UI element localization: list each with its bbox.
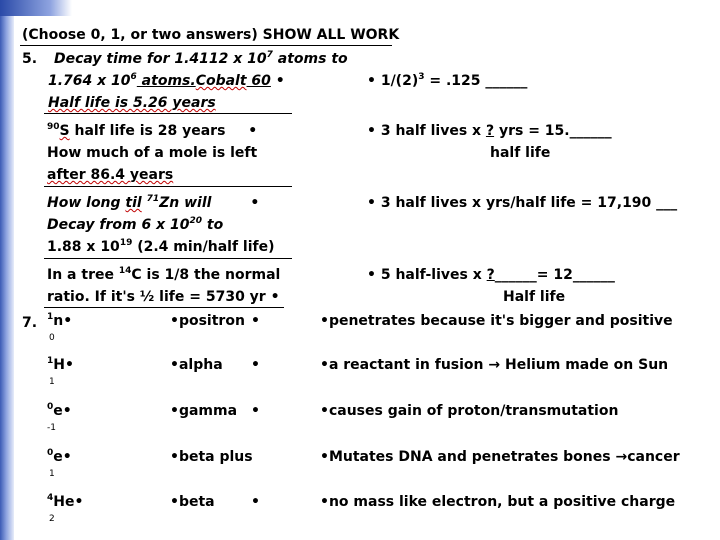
item2-line1: $^{90}$S half life is 28 years • xyxy=(47,122,258,139)
radiation-type: •positron xyxy=(170,313,245,329)
item1-answer: • $1/(2)^3 = .125$ ______ xyxy=(367,72,528,89)
radiation-type: •alpha xyxy=(170,357,223,373)
item1-divider xyxy=(44,113,292,114)
nuclide-symbol: $^1$H• xyxy=(47,356,74,373)
item4-line2: ratio. If it's ½ life = 5730 yr • xyxy=(47,289,280,305)
item1-line1: Decay time for 1.4112 x $10^7$ atoms to xyxy=(54,50,348,67)
item4-answer: • 5 half-lives x ?______= 12______ xyxy=(367,267,615,283)
nuclide-symbol: $^0$e• xyxy=(47,402,72,419)
nuclide-atomic-number: -1 xyxy=(47,423,56,433)
item2-line3: after 86.4 years xyxy=(47,167,174,183)
type-bullet: • xyxy=(251,313,260,329)
header-underline xyxy=(20,45,392,46)
instruction-heading xyxy=(22,27,399,43)
type-bullet: • xyxy=(251,403,260,419)
instruction-text: (Choose 0, 1, or two answers) SHOW ALL WORK xyxy=(22,27,400,43)
question-7-number: 7. xyxy=(22,315,38,331)
radiation-type: •beta xyxy=(170,494,215,510)
nuclide-atomic-number: 2 xyxy=(49,514,55,524)
nuclide-symbol: $^1$n• xyxy=(47,312,73,329)
type-bullet: • xyxy=(251,494,260,510)
radiation-description: •penetrates because it's bigger and positive xyxy=(320,313,673,329)
slide-top-left-banner xyxy=(0,0,72,16)
nuclide-atomic-number: 0 xyxy=(49,333,55,343)
radiation-type: •beta plus xyxy=(170,449,253,465)
radiation-description: •Mutates DNA and penetrates bones →cancer xyxy=(320,449,680,465)
item4-line1: In a tree $^{14}$C is 1/8 the normal xyxy=(47,266,281,283)
item3-answer: • 3 half lives x yrs/half life = 17,190 ___ xyxy=(367,195,678,211)
item3-line2: Decay from 6 x $10^{20}$ to xyxy=(47,216,224,233)
item2-divider xyxy=(44,186,292,187)
item1-line3: Half life is 5.26 years xyxy=(48,95,216,111)
item2-answer: • 3 half lives x ? yrs = 15.______ xyxy=(367,123,612,139)
item2-line2: How much of a mole is left xyxy=(47,145,258,161)
item4-divider xyxy=(44,307,284,308)
question-5-number: 5. xyxy=(22,51,38,67)
radiation-description: •causes gain of proton/transmutation xyxy=(320,403,619,419)
type-bullet: • xyxy=(251,357,260,373)
nuclide-symbol: $^4$He• xyxy=(47,493,84,510)
slide-left-edge xyxy=(0,0,14,540)
nuclide-atomic-number: 1 xyxy=(49,377,55,387)
radiation-type: •gamma xyxy=(170,403,238,419)
item3-line3: 1.88 x $10^{19}$ (2.4 min/half life) xyxy=(47,238,275,255)
radiation-description: •a reactant in fusion → Helium made on Sun xyxy=(320,357,669,373)
nuclide-symbol: $^0$e• xyxy=(47,448,72,465)
item4-answer-denominator: Half life xyxy=(503,289,566,305)
item3-line1: How long til $^{71}$Zn will • xyxy=(47,194,260,211)
radiation-description: •no mass like electron, but a positive charge xyxy=(320,494,676,510)
item1-line2: 1.764 x $10^6$ atoms.Cobalt 60 • xyxy=(48,72,285,89)
nuclide-atomic-number: 1 xyxy=(49,469,55,479)
item2-answer-denominator: half life xyxy=(490,145,551,161)
item3-divider xyxy=(44,258,292,259)
